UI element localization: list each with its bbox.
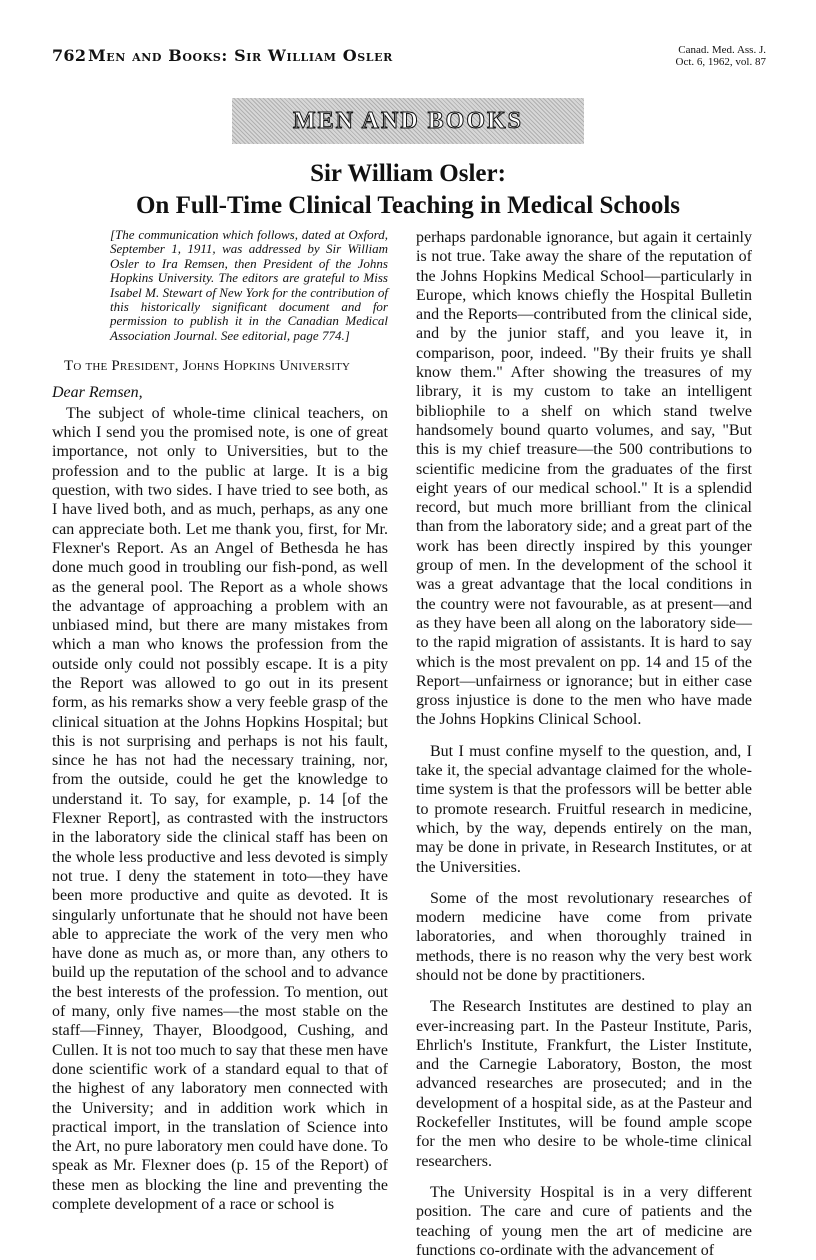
left-column: [52, 228, 388, 1214]
journal-reference: [676, 44, 766, 68]
paragraph-1: The subject of whole-time clinical teachers, on which I send you the promised note, is one of great importance, not only to Universities, but to the profession and to the public at large. It is a big question, with two sides. I have tried to see both, as I have lived both, and as much, perhaps, as any one can appreciate both. Let me thank you, first, for Mr. Flexner's Report. As an Angel of Bethesda he has done much good in troubling our fish-pond, as well as the general pool. The Report as a whole shows the advantage of approaching a problem with an unbiased mind, but there are many mistakes from which a man who knows the profession from the outside only could not possibly escape. It is a pity the Report was allowed to go out in its present form, as his remarks show a very feeble grasp of the clinical situation at the Johns Hopkins Hospital; but this is not surprising and perhaps is not his fault, since he has not had the necessary training, nor, from the outside, could he get the knowledge to understand it. To say, for example, p. 14 [of the Flexner Report], as contrasted with the instructors in the laboratory side the clinical staff has been on the whole less productive and less devoted is simply not true. I deny the statement in toto—they have been more productive and quite as devoted. It is singularly unfortunate that he should not have been able to appreciate the work of the very men who have done as much as, or more than, any others to build up the reputation of the school and to advance the best interests of the profession. To mention, out of many, only five names—the most stable on the staff—Finney, Thayer, Bloodgood, Cushing, and Cullen. It is not too much to say that these men have done scientific work of a standard equal to that of the highest of any laboratory men connected with the University; and in addition work which in practical import, in the translation of Science into the Art, no pure laboratory men could have done. To speak as Mr. Flexner does (p. 15 of the Report) of these men as blocking the line and preventing the complete development of a race or school is: [52, 404, 388, 1214]
paragraph-3: Some of the most revolutionary researches of modern medicine have come from private laboratories, and when thoroughly trained in methods, there is no reason why the very best work should not be done by practitioners.: [416, 889, 752, 984]
article-title-line-1: Sir William Osler:: [310, 160, 506, 187]
paragraph-4: The Research Institutes are destined to play an ever-increasing part. In the Pasteur Institute, Paris, Ehrlich's Institute, Frankfurt, the Lister Institute, and the Carnegie Laboratory, Boston, the most advanced researches are prosecuted; and in the development of a hospital side, as at the Pasteur and Rockefeller Institutes, will be found ample scope for the men who desire to be whole-time clinical researchers.: [416, 998, 752, 1170]
section-banner-text: MEN AND BOOKS: [292, 107, 524, 134]
journal-line-1: Canad. Med. Ass. J.: [678, 44, 766, 56]
section-banner: [232, 98, 584, 144]
editorial-intro-note: [The communication which follows, dated at Oxford, September 1, 1911, was addressed by Sir William Osler to Ira Remsen, then President of the Johns Hopkins University. The editors are grateful to Miss Isabel M. Stewart of New York for the contribution of this historically significant document and for permission to publish it in the Canadian Medical Association Journal. See editorial, page 774.]: [110, 227, 388, 343]
paragraph-1-continued: perhaps pardonable ignorance, but again it certainly is not true. Take away the share of the reputation of the Johns Hopkins Medical School—particularly in Europe, which knows chiefly the Hospital Bulletin and the Reports—contributed from the clinical side, and by the junior staff, and you leave it, in comparison, poor, indeed. "By their fruits ye shall know them." After showing the treasures of my library, it is my custom to take an intelligent bibliophile to a shelf on which stand twelve handsomely bound quarto volumes, and say, "But this is my chief treasure—the 500 contributions to scientific medicine from the graduates of the first eight years of our medical school." It is a splendid record, but much more brilliant from the clinical than from the laboratory side; and a great part of the work has been directly inspired by this younger group of men. In the development of the school it was a great advantage that the local conditions in the country were not favourable, as at present—and as they have been all along on the laboratory side—to the rapid migration of assistants. It is hard to say which is the most prevalent on pp. 14 and 15 of the Report—unfairness or ignorance; but in either case gross injustice is done to the men who have made the Johns Hopkins Clinical School.: [416, 229, 752, 729]
running-title: Men and Books: Sir William Osler: [88, 46, 393, 65]
running-head: [0, 46, 816, 80]
salutation: Dear Remsen,: [52, 383, 143, 401]
address-line: To the President, Johns Hopkins University: [64, 358, 351, 375]
journal-line-2: Oct. 6, 1962, vol. 87: [675, 56, 766, 68]
page-number: 762: [52, 46, 87, 65]
right-column: [416, 228, 752, 1260]
article-title: [0, 158, 816, 222]
paragraph-2: But I must confine myself to the question, and, I take it, the special advantage claimed for the whole-time system is that the professors will be better able to promote research. Fruitful research in medicine, which, by the way, depends entirely on the man, may be done in private, in Research Institutes, or at the Universities.: [416, 742, 752, 876]
paragraph-5: The University Hospital is in a very different position. The care and cure of patients and the teaching of young men the art of medicine are functions co-ordinate with the advancement of: [416, 1183, 752, 1259]
article-title-line-2: On Full-Time Clinical Teaching in Medical Schools: [135, 192, 681, 219]
